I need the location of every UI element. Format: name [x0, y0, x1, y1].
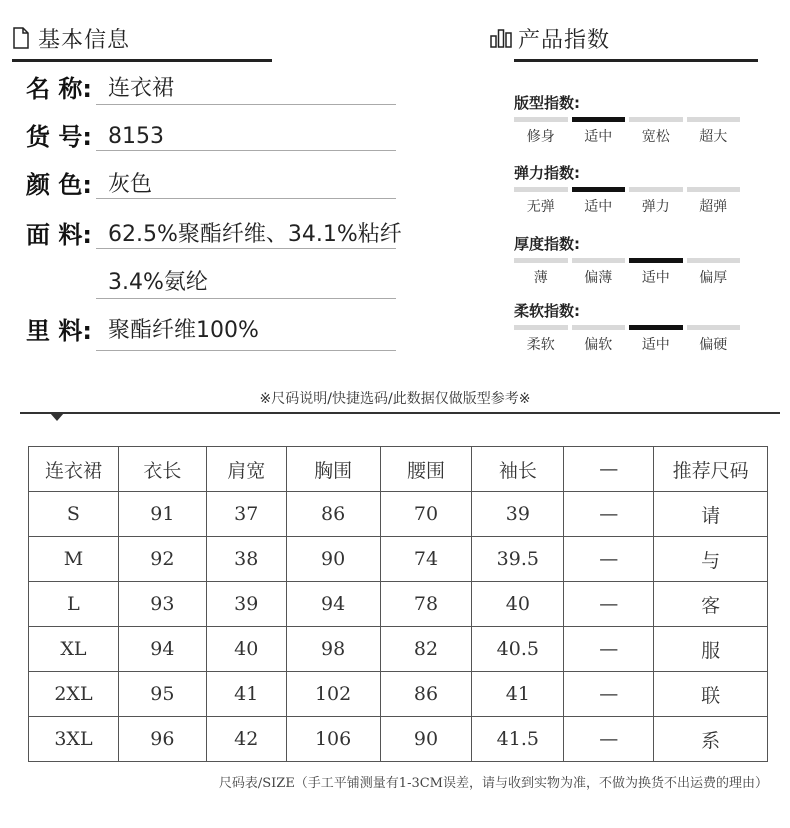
index-bar: [572, 325, 626, 330]
info-value: 连衣裙: [108, 76, 175, 101]
index-bar: [514, 187, 568, 192]
table-cell: 106: [286, 717, 380, 762]
table-cell: 96: [118, 717, 206, 762]
table-header-cell: 腰围: [380, 447, 472, 492]
index-option-label: 适中: [641, 270, 670, 286]
table-cell: 服: [654, 627, 768, 672]
table-cell: 40: [206, 627, 286, 672]
table-cell: 请: [654, 492, 768, 537]
basic-info-header: [12, 24, 130, 52]
table-cell: 客: [654, 582, 768, 627]
table-cell: 39: [472, 492, 564, 537]
index-option-label: 适中: [584, 129, 613, 145]
index-group-title: 弹力指数:: [514, 164, 580, 182]
index-bar: [629, 187, 683, 192]
index-group-title: 柔软指数:: [514, 302, 580, 320]
section-divider: [20, 412, 780, 414]
table-cell: L: [29, 582, 119, 627]
index-bar: [687, 258, 741, 263]
index-group-title: 厚度指数:: [514, 235, 580, 253]
index-option-label: 超弹: [699, 199, 728, 215]
index-bar: [514, 325, 568, 330]
info-row-fabric: [26, 216, 402, 252]
table-cell: 40: [472, 582, 564, 627]
index-bar: [629, 117, 683, 122]
index-bar-selected: [572, 117, 626, 122]
info-row-item-number: [26, 118, 164, 154]
info-value: 灰色: [108, 172, 153, 197]
info-label: 名 称:: [26, 75, 92, 103]
index-scale-labels: [514, 126, 740, 146]
table-row: [29, 537, 768, 582]
info-label: 里 料:: [26, 317, 92, 345]
table-cell: 90: [286, 537, 380, 582]
table-cell: 70: [380, 492, 472, 537]
table-cell: 78: [380, 582, 472, 627]
table-cell: 41.5: [472, 717, 564, 762]
info-line: [96, 350, 396, 351]
table-cell: 74: [380, 537, 472, 582]
index-option-label: 无弹: [526, 199, 555, 215]
table-cell: 94: [118, 627, 206, 672]
table-cell: 98: [286, 627, 380, 672]
index-scale-bars: [514, 117, 740, 122]
basic-info-underline: [12, 59, 272, 62]
index-option-label: 超大: [699, 129, 728, 145]
index-bar-selected: [629, 258, 683, 263]
table-row: [29, 492, 768, 537]
table-cell: 102: [286, 672, 380, 717]
table-row: [29, 627, 768, 672]
document-icon: [12, 27, 30, 49]
table-cell: —: [564, 717, 654, 762]
basic-info-title: 基本信息: [38, 27, 131, 53]
index-option-label: 修身: [526, 129, 555, 145]
table-cell: 92: [118, 537, 206, 582]
info-line: [96, 198, 396, 199]
index-option-label: 偏软: [584, 337, 613, 353]
info-row-name: [26, 70, 174, 106]
table-cell: 与: [654, 537, 768, 582]
info-label: 面 料:: [26, 221, 92, 249]
table-cell: 41: [472, 672, 564, 717]
table-cell: 2XL: [29, 672, 119, 717]
table-header-cell: 衣长: [118, 447, 206, 492]
index-option-label: 柔软: [526, 337, 555, 353]
table-cell: 95: [118, 672, 206, 717]
table-cell: 93: [118, 582, 206, 627]
table-cell: 39: [206, 582, 286, 627]
index-option-label: 偏厚: [699, 270, 728, 286]
index-scale-bars: [514, 187, 740, 192]
table-cell: 86: [380, 672, 472, 717]
index-bar-selected: [572, 187, 626, 192]
info-label: 货 号:: [26, 123, 92, 151]
index-group-title: 版型指数:: [514, 94, 580, 112]
table-cell: S: [29, 492, 119, 537]
table-cell: 38: [206, 537, 286, 582]
bar-chart-icon: [490, 28, 512, 48]
table-cell: 42: [206, 717, 286, 762]
table-header-cell: 胸围: [286, 447, 380, 492]
table-cell: M: [29, 537, 119, 582]
index-bar: [687, 325, 741, 330]
index-option-label: 弹力: [641, 199, 670, 215]
index-scale-labels: [514, 334, 740, 354]
table-cell: 86: [286, 492, 380, 537]
info-row-color: [26, 166, 152, 202]
table-cell: 91: [118, 492, 206, 537]
table-cell: 3XL: [29, 717, 119, 762]
divider-pointer: [50, 413, 64, 421]
info-value: 62.5%聚酯纤维、34.1%粘纤: [108, 222, 402, 247]
table-cell: 41: [206, 672, 286, 717]
table-cell: —: [564, 582, 654, 627]
index-scale-labels: [514, 196, 740, 216]
index-bar: [687, 117, 741, 122]
index-bar-selected: [629, 325, 683, 330]
product-index-header: [490, 24, 610, 52]
table-cell: —: [564, 492, 654, 537]
table-cell: 94: [286, 582, 380, 627]
table-cell: —: [564, 627, 654, 672]
index-bar: [687, 187, 741, 192]
table-cell: —: [564, 537, 654, 582]
table-header-cell: 连衣裙: [29, 447, 119, 492]
info-line: [96, 104, 396, 105]
table-header-cell: 推荐尺码: [654, 447, 768, 492]
table-cell: 40.5: [472, 627, 564, 672]
index-bar: [514, 258, 568, 263]
product-index-title: 产品指数: [518, 27, 611, 53]
index-scale-bars: [514, 258, 740, 263]
table-cell: 联: [654, 672, 768, 717]
table-header-cell: 肩宽: [206, 447, 286, 492]
info-value: 3.4%氨纶: [108, 270, 208, 295]
index-option-label: 适中: [584, 199, 613, 215]
table-cell: 系: [654, 717, 768, 762]
info-value: 8153: [108, 124, 164, 149]
table-cell: 37: [206, 492, 286, 537]
index-option-label: 偏硬: [699, 337, 728, 353]
info-line: [96, 298, 396, 299]
table-row: [29, 582, 768, 627]
index-option-label: 宽松: [641, 129, 670, 145]
size-notice: ※尺码说明/快捷选码/此数据仅做版型参考※: [259, 391, 531, 407]
table-cell: 90: [380, 717, 472, 762]
index-option-label: 偏薄: [584, 270, 613, 286]
info-label: 颜 色:: [26, 171, 92, 199]
index-scale-bars: [514, 325, 740, 330]
info-line: [96, 150, 396, 151]
info-line: [96, 248, 396, 249]
table-cell: 39.5: [472, 537, 564, 582]
table-header-cell: 袖长: [472, 447, 564, 492]
table-header-row: [29, 447, 768, 492]
product-index-underline: [514, 59, 758, 62]
table-row: [29, 672, 768, 717]
table-row: [29, 717, 768, 762]
table-cell: 82: [380, 627, 472, 672]
info-row-lining: [26, 312, 259, 348]
index-option-label: 适中: [641, 337, 670, 353]
size-footnote: 尺码表/SIZE（手工平铺测量有1-3CM误差，请与收到实物为准，不做为换货不出运费的理由）: [218, 776, 768, 791]
index-bar: [572, 258, 626, 263]
info-row-fabric-cont: [26, 264, 208, 300]
info-value: 聚酯纤维100%: [108, 318, 259, 343]
index-option-label: 薄: [533, 270, 548, 286]
size-table: [28, 446, 768, 762]
table-cell: XL: [29, 627, 119, 672]
table-cell: —: [564, 672, 654, 717]
index-bar: [514, 117, 568, 122]
table-header-cell: —: [564, 447, 654, 492]
index-scale-labels: [514, 267, 740, 287]
